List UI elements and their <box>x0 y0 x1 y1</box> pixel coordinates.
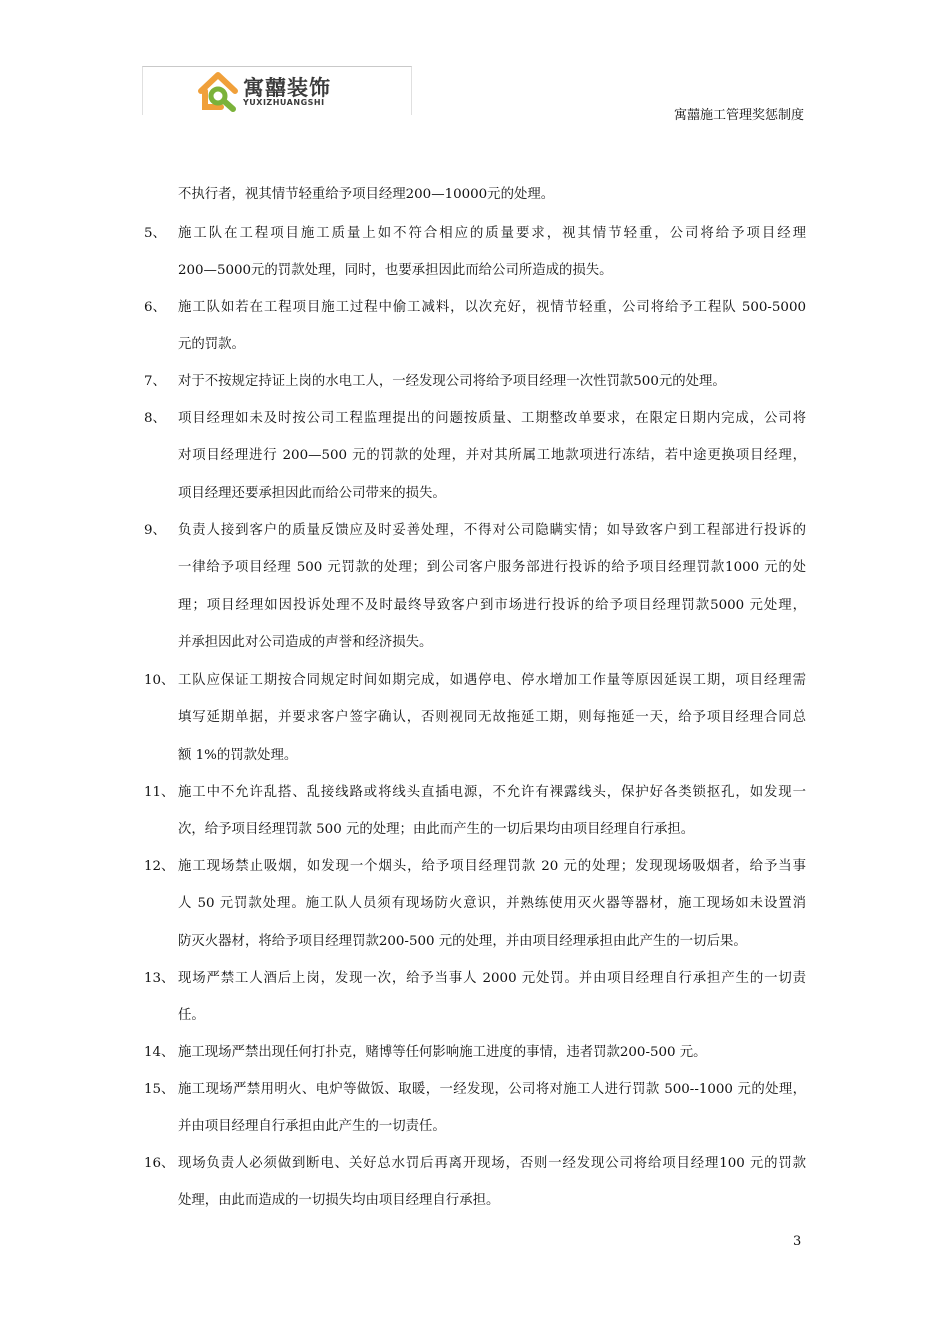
item-number: 11、 <box>144 785 175 800</box>
item-number: 13、 <box>144 971 175 986</box>
item-text-line: 元的罚款。 <box>178 337 245 352</box>
logo-english-name: YUXIZHUANGSHI <box>243 98 325 107</box>
company-logo <box>142 66 412 115</box>
item-text-line: 项目经理如未及时按公司工程监理提出的问题按质量、工期整改单要求，在限定日期内完成，公司将 <box>178 411 806 426</box>
item-number: 10、 <box>144 673 175 688</box>
logo-chinese-name: 寓囍装饰 <box>243 76 331 100</box>
item-text-line: 任。 <box>178 1008 205 1023</box>
page-number: 3 <box>793 1234 802 1249</box>
item-text-line: 一律给予项目经理 500 元罚款的处理；到公司客户服务部进行投诉的给予项目经理罚款1000 元的处 <box>178 560 806 575</box>
item-text-line: 理；项目经理如因投诉处理不及时最终导致客户到市场进行投诉的给予项目经理罚款5000 元处理， <box>178 598 806 613</box>
item-text-line: 对项目经理进行 200—500 元的罚款的处理，并对其所属工地款项进行冻结，若中途更换项目经理， <box>178 448 806 463</box>
item-number: 16、 <box>144 1156 175 1171</box>
item-number: 8、 <box>144 411 166 426</box>
item-text-line: 施工现场严禁用明火、电炉等做饭、取暖，一经发现，公司将对施工人进行罚款 500--1000 元的处理， <box>178 1082 806 1097</box>
item-text-line: 施工现场严禁出现任何打扑克，赌博等任何影响施工进度的事情，违者罚款200-500 元。 <box>178 1045 707 1060</box>
item-text-line: 额 1%的罚款处理。 <box>178 748 298 763</box>
document-header-title: 寓囍施工管理奖惩制度 <box>673 108 804 123</box>
item-text-line: 并由项目经理自行承担由此产生的一切责任。 <box>178 1119 446 1134</box>
item-text-line: 施工队如若在工程项目施工过程中偷工减料，以次充好，视情节轻重，公司将给予工程队 500-5000 <box>178 300 806 315</box>
item-number: 15、 <box>144 1082 175 1097</box>
house-logo-icon <box>195 69 241 115</box>
item-number: 5、 <box>144 226 166 241</box>
item-text-line: 次，给予项目经理罚款 500 元的处理；由此而产生的一切后果均由项目经理自行承担。 <box>178 822 695 837</box>
item-text-line: 施工现场禁止吸烟，如发现一个烟头，给予项目经理罚款 20 元的处理；发现现场吸烟者，给予当事 <box>178 859 806 874</box>
continuation-line: 不执行者，视其情节轻重给予项目经理200—10000元的处理。 <box>178 187 555 202</box>
item-text-line: 防灭火器材，将给予项目经理罚款200-500 元的处理，并由项目经理承担由此产生的一切后果。 <box>178 934 747 949</box>
item-text-line: 施工中不允许乱搭、乱接线路或将线头直插电源，不允许有裸露线头，保护好各类锁抠孔，如发现一 <box>178 785 806 800</box>
item-text-line: 处理，由此而造成的一切损失均由项目经理自行承担。 <box>178 1193 500 1208</box>
item-text-line: 填写延期单据，并要求客户签字确认，否则视同无故拖延工期，则每拖延一天，给予项目经理合同总 <box>178 710 806 725</box>
item-text-line: 项目经理还要承担因此而给公司带来的损失。 <box>178 486 446 501</box>
item-text-line: 200—5000元的罚款处理，同时，也要承担因此而给公司所造成的损失。 <box>178 263 613 278</box>
item-number: 7、 <box>144 374 166 389</box>
item-text-line: 施工队在工程项目施工质量上如不符合相应的质量要求，视其情节轻重，公司将给予项目经理 <box>178 226 806 241</box>
item-text-line: 对于不按规定持证上岗的水电工人，一经发现公司将给予项目经理一次性罚款500元的处理。 <box>178 374 726 389</box>
item-number: 12、 <box>144 859 175 874</box>
item-text-line: 现场严禁工人酒后上岗，发现一次，给予当事人 2000 元处罚。并由项目经理自行承担产生的一切责 <box>178 971 806 986</box>
item-text-line: 负责人接到客户的质量反馈应及时妥善处理，不得对公司隐瞒实情；如导致客户到工程部进行投诉的 <box>178 523 806 538</box>
item-text-line: 并承担因此对公司造成的声誉和经济损失。 <box>178 635 433 650</box>
item-number: 6、 <box>144 300 166 315</box>
item-number: 9、 <box>144 523 166 538</box>
item-text-line: 工队应保证工期按合同规定时间如期完成，如遇停电、停水增加工作量等原因延误工期，项目经理需 <box>178 673 806 688</box>
item-text-line: 人 50 元罚款处理。施工队人员须有现场防火意识，并熟练使用灭火器等器材，施工现场如未设置消 <box>178 896 806 911</box>
item-text-line: 现场负责人必须做到断电、关好总水罚后再离开现场，否则一经发现公司将给项目经理100 元的罚款 <box>178 1156 806 1171</box>
item-number: 14、 <box>144 1045 175 1060</box>
